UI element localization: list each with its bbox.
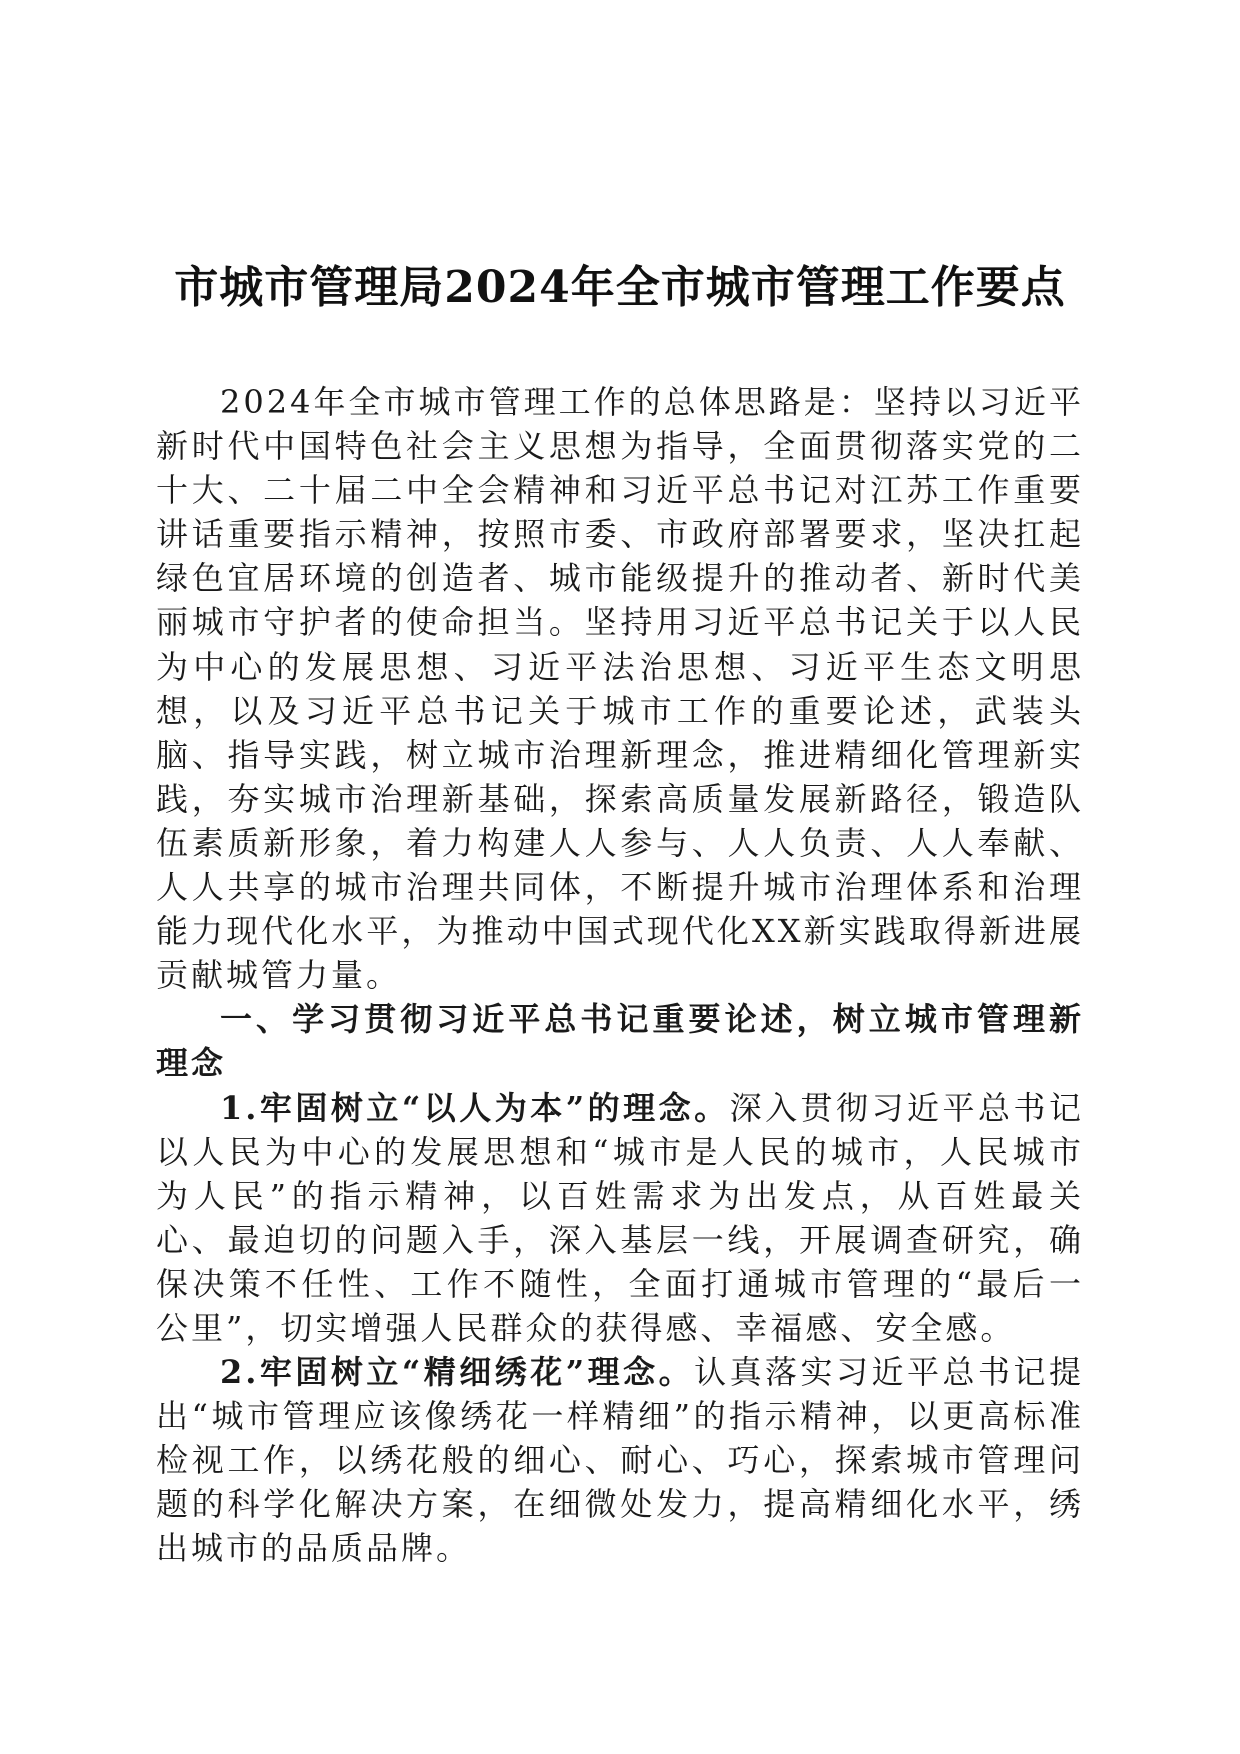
document-title: 市城市管理局2024年全市城市管理工作要点 — [174, 262, 1066, 313]
document-body — [156, 380, 1084, 1571]
item-text-1: 深入贯彻习近平总书记以人民为中心的发展思想和“城市是人民的城市，人民城市为人民”的指示精神，以百姓需求为出发点，从百姓最关心、最迫切的问题入手，深入基层一线，开展调查研究，确保决策不任性、工作不随性，全面打通城市管理的“最后一公里”，切实增强人民群众的获得感、幸福感、安全感。 — [156, 1088, 1084, 1347]
item-text-2: 认真落实习近平总书记提出“城市管理应该像绣花一样精细”的指示精神，以更高标准检视工作，以绣花般的细心、耐心、巧心，探索城市管理问题的科学化解决方案，在细微处发力，提高精细化水平，绣出城市的品质品牌。 — [156, 1353, 1084, 1568]
item-lead-2: 2.牢固树立“精细绣花”理念。 — [220, 1353, 695, 1392]
intro-paragraph: 2024年全市城市管理工作的总体思路是：坚持以习近平新时代中国特色社会主义思想为指导，全面贯彻落实党的二十大、二十届二中全会精神和习近平总书记对江苏工作重要讲话重要指示精神，按照市委、市政府部署要求，坚决扛起绿色宜居环境的创造者、城市能级提升的推动者、新时代美丽城市守护者的使命担当。坚持用习近平总书记关于以人民为中心的发展思想、习近平法治思想、习近平生态文明思想，以及习近平总书记关于城市工作的重要论述，武装头脑、指导实践，树立城市治理新理念，推进精细化管理新实践，夯实城市治理新基础，探索高质量发展新路径，锻造队伍素质新形象，着力构建人人参与、人人负责、人人奉献、人人共享的城市治理共同体，不断提升城市治理体系和治理能力现代化水平，为推动中国式现代化XX新实践取得新进展贡献城管力量。 — [156, 383, 1084, 995]
item-paragraph-1 — [156, 1086, 1084, 1351]
item-paragraph-2 — [156, 1350, 1084, 1570]
item-lead-1: 1.牢固树立“以人为本”的理念。 — [220, 1088, 730, 1127]
section-heading-1: 一、学习贯彻习近平总书记重要论述，树立城市管理新理念 — [156, 1000, 1084, 1083]
